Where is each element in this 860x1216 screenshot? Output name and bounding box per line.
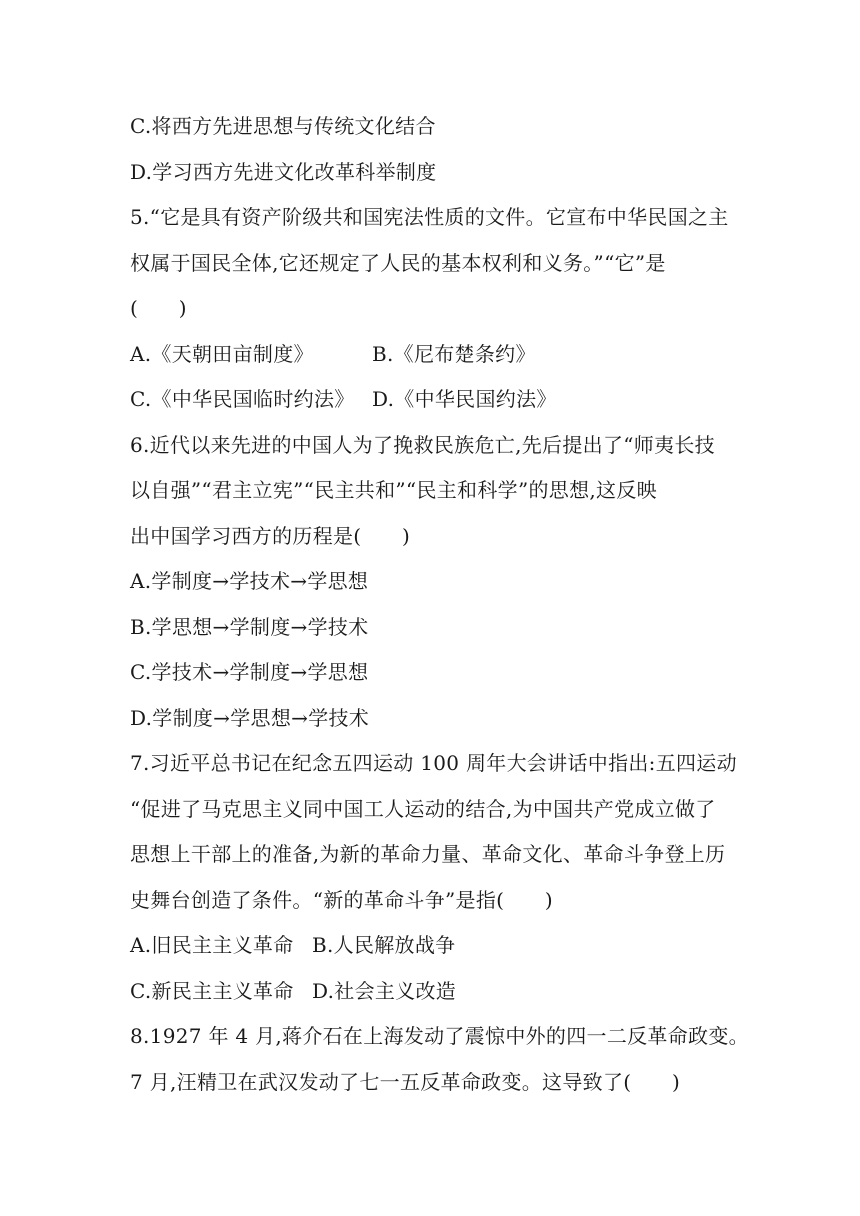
q5-options-cd	[130, 377, 740, 423]
q5-option-b: B.《尼布楚条约》	[372, 341, 536, 366]
q4-option-d: D.学习西方先进文化改革科举制度	[130, 159, 437, 184]
q7-options-ab	[130, 923, 740, 969]
q7-option-d: D.社会主义改造	[312, 978, 457, 1003]
q7-option-b: B.人民解放战争	[312, 933, 456, 957]
q5-stem-line-1: 5.“它是具有资产阶级共和国宪法性质的文件。它宣布中华民国之主	[130, 205, 729, 229]
q7-stem-line-3: 思想上干部上的准备,为新的革命力量、革命文化、革命斗争登上历	[130, 842, 726, 866]
q6-stem-line-1: 6.近代以来先进的中国人为了挽救民族危亡,先后提出了“师夷长技	[130, 432, 715, 457]
q7-stem-line-4: 史舞台创造了条件。“新的革命斗争”是指( )	[130, 887, 553, 912]
question-7	[130, 741, 740, 1014]
q7-stem-line-2: “促进了马克思主义同中国工人运动的结合,为中国共产党成立做了	[130, 796, 716, 821]
q7-option-a: A.旧民主主义革命	[130, 933, 294, 957]
q6-option-b: B.学思想→学制度→学技术	[130, 614, 369, 639]
question-8	[130, 1014, 749, 1105]
q5-option-a: A.《天朝田亩制度》	[130, 341, 314, 366]
question-5	[130, 195, 740, 423]
q5-stem-line-2: 权属于国民全体,它还规定了人民的基本权利和义务。”“它”是	[130, 250, 666, 275]
q4-option-c: C.将西方先进思想与传统文化结合	[130, 114, 436, 138]
q8-stem-line-2: 7 月,汪精卫在武汉发动了七一五反革命政变。这导致了( )	[130, 1069, 681, 1094]
q5-options-ab	[130, 332, 740, 378]
q7-stem-line-1: 7.习近平总书记在纪念五四运动 100 周年大会讲话中指出:五四运动	[130, 751, 737, 775]
q5-option-d: D.《中华民国约法》	[372, 387, 557, 411]
q7-options-cd	[130, 969, 740, 1015]
q7-option-c: C.新民主主义革命	[130, 978, 294, 1003]
q6-option-c: C.学技术→学制度→学思想	[130, 660, 369, 684]
question-6	[130, 423, 740, 742]
document-page	[130, 104, 749, 1105]
q8-stem-line-1: 8.1927 年 4 月,蒋介石在上海发动了震惊中外的四一二反革命政变。	[130, 1024, 749, 1048]
q5-stem-line-3: ( )	[130, 296, 187, 320]
q6-stem-line-2: 以自强”“君主立宪”“民主共和”“民主和科学”的思想,这反映	[130, 478, 657, 502]
q6-option-d: D.学制度→学思想→学技术	[130, 705, 370, 730]
q6-stem-line-3: 出中国学习西方的历程是( )	[130, 523, 411, 548]
q5-option-c: C.《中华民国临时约法》	[130, 387, 355, 411]
q6-option-a: A.学制度→学技术→学思想	[130, 569, 369, 593]
